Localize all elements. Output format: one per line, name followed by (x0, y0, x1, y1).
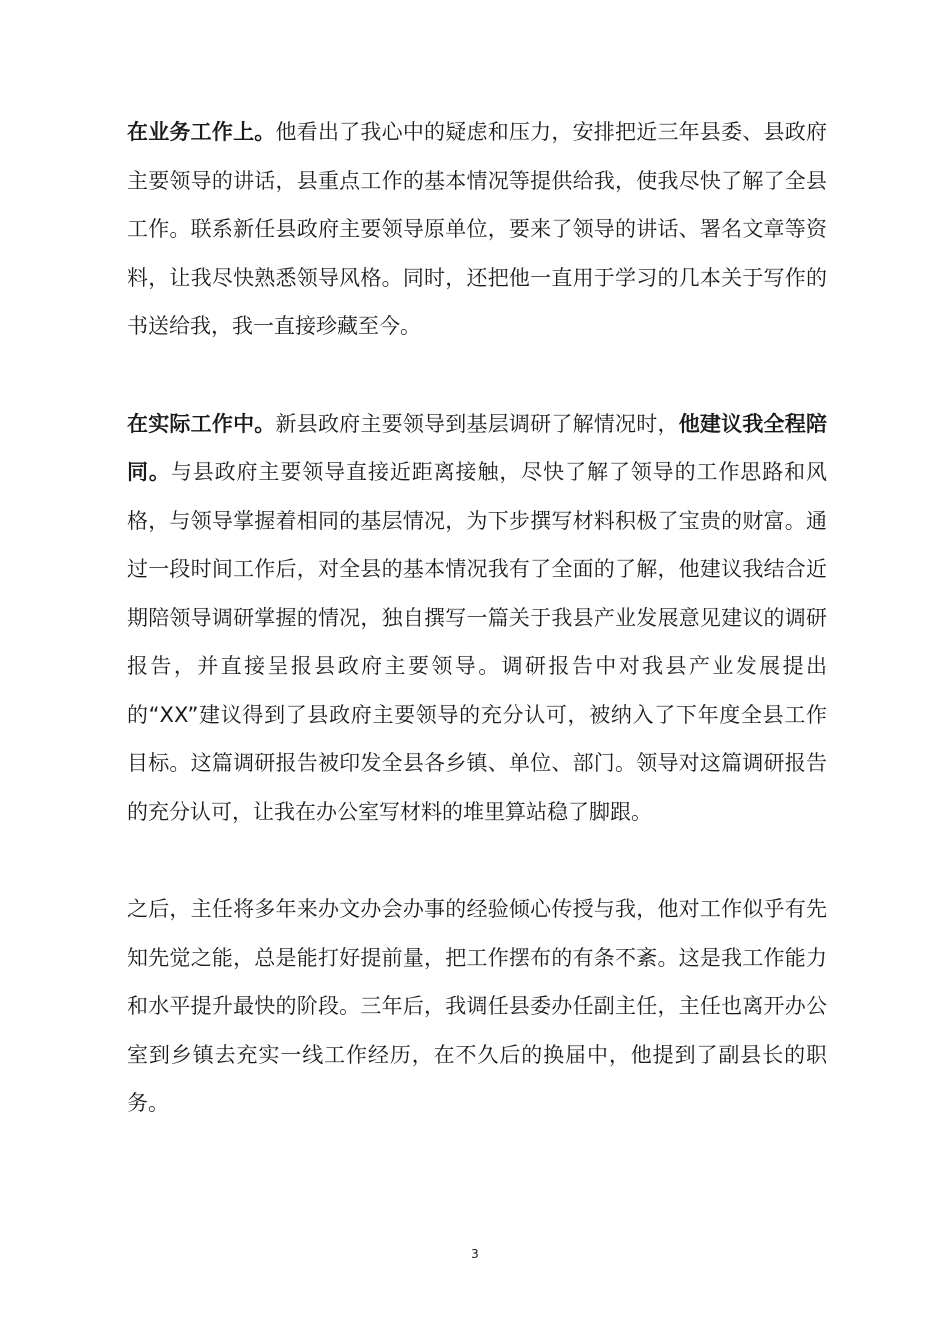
paragraph-text: 他看出了我心中的疑虑和压力，安排把近三年县委、县政府主要领导的讲话，县重点工作的基本情况等提供给我，使我尽快了解了全县工作。联系新任县政府主要领导原单位，要来了领导的讲话、署名文章等资料，让我尽快熟悉领导风格。同时，还把他一直用于学习的几本关于写作的书送给我，我一直接珍藏至今。 (127, 120, 827, 338)
document-body (127, 108, 827, 1128)
paragraph-afterwards (127, 885, 827, 1128)
paragraph-emphasis: 他建议我全程陪同。 (127, 411, 827, 484)
paragraph-text: 新县政府主要领导到基层调研了解情况时， (275, 411, 679, 436)
paragraph-business-work (127, 108, 827, 351)
paragraph-lead: 在业务工作上。 (127, 120, 276, 144)
paragraph-text: 与县政府主要领导直接近距离接触，尽快了解了领导的工作思路和风格，与领导掌握着相同的基层情况，为下步撰写材料积极了宝贵的财富。通过一段时间工作后，对全县的基本情况我有了全面的了解，他建议我结合近期陪领导调研掌握的情况，独自撰写一篇关于我县产业发展意见建议的调研报告，并直接呈报县政府主要领导。调研报告中对我县产业发展提出的“XX”建议得到了县政府主要领导的充分认可，被纳入了下年度全县工作目标。这篇调研报告被印发全县各乡镇、单位、部门。领导对这篇调研报告的充分认可，让我在办公室写材料的堆里算站稳了脚跟。 (127, 460, 828, 824)
paragraph-text: 之后，主任将多年来办文办会办事的经验倾心传授与我，他对工作似乎有先知先觉之能，总是能打好提前量，把工作摆布的有条不紊。这是我工作能力和水平提升最快的阶段。三年后，我调任县委办任副主任，主任也离开办公室到乡镇去充实一线工作经历，在不久后的换届中，他提到了副县长的职务。 (127, 897, 827, 1115)
page-number: 3 (471, 1247, 479, 1261)
paragraph-lead: 在实际工作中。 (127, 411, 276, 436)
paragraph-practical-work (127, 400, 827, 837)
